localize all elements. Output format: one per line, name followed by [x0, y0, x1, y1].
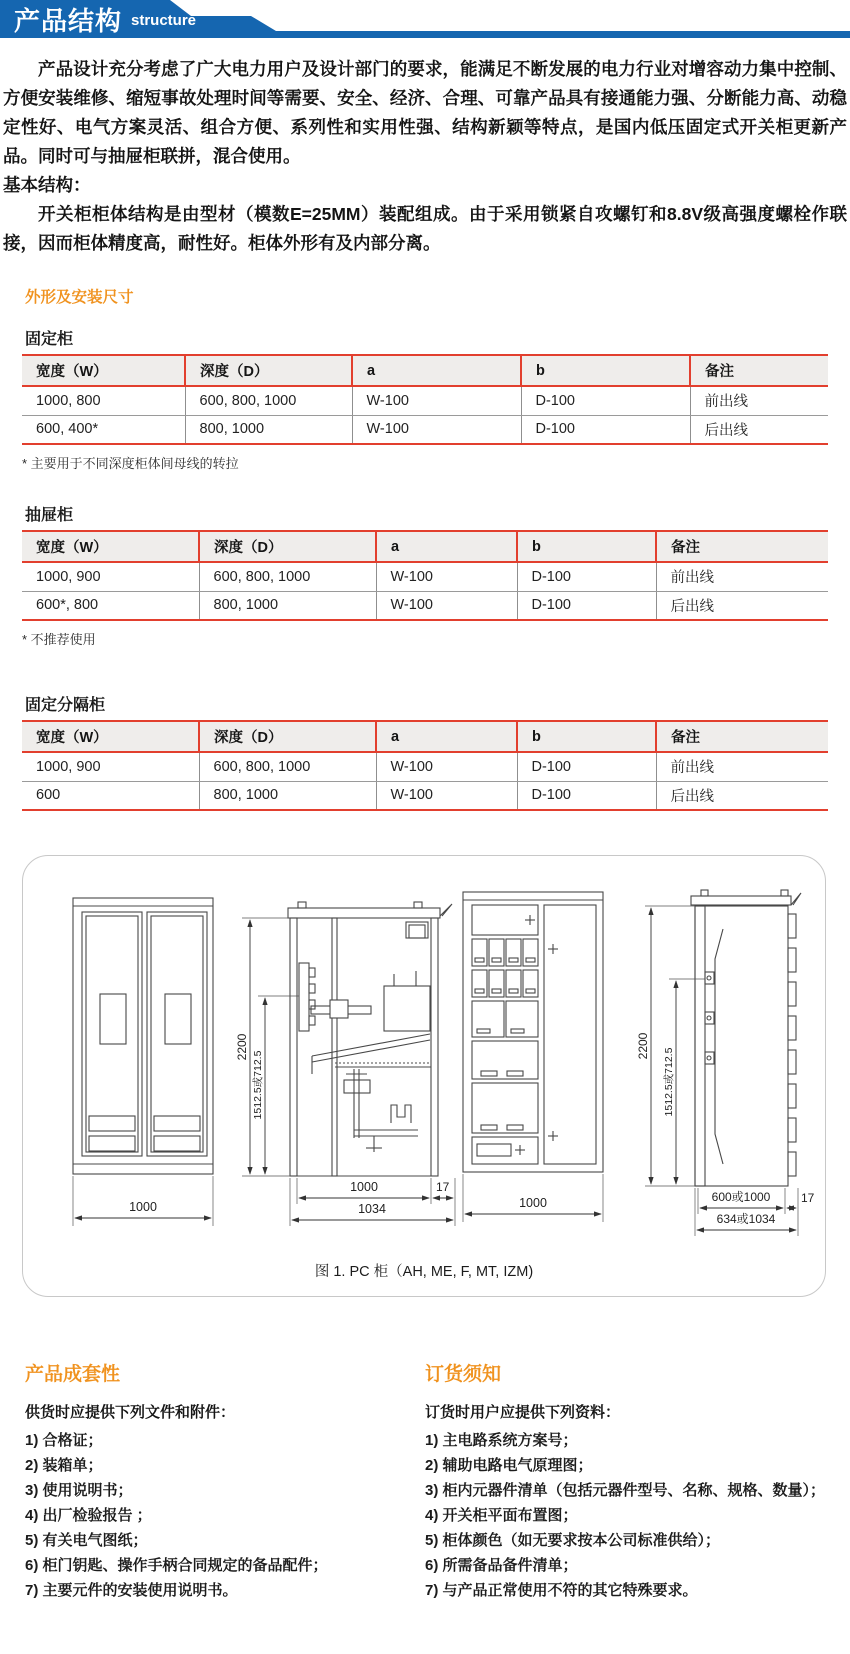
- table-cell: 800, 1000: [199, 781, 376, 810]
- table-cell: 1000, 900: [22, 562, 199, 591]
- column-header: 宽度（W）: [22, 721, 199, 752]
- list-item: 6) 柜门钥匙、操作手柄合同规定的备品配件；: [25, 1557, 328, 1574]
- dim-label: 1000: [129, 1200, 157, 1214]
- basic-structure-label: 基本结构：: [3, 175, 91, 195]
- table-cell: W-100: [352, 415, 521, 444]
- table-cell: 600*, 800: [22, 591, 199, 620]
- table-cell: W-100: [352, 386, 521, 415]
- table-cell: W-100: [376, 562, 517, 591]
- table-row: [22, 591, 828, 620]
- dim-label: 600或1000: [711, 1190, 771, 1204]
- table-row: [22, 752, 828, 781]
- completeness-title: 产品成套性: [25, 1364, 121, 1385]
- column-header: a: [376, 721, 517, 752]
- spec-table-drawer-cabinet: [22, 530, 828, 621]
- table-cell: 600, 400*: [22, 415, 185, 444]
- side-cutaway-drawing: [235, 902, 455, 1226]
- dim-label: 1512.5或712.5: [252, 1050, 264, 1120]
- table-row: [22, 562, 828, 591]
- table-cell: 800, 1000: [199, 591, 376, 620]
- dim-label: 1000: [519, 1196, 547, 1210]
- dim-label: 2200: [636, 1032, 650, 1060]
- dim-label: 1512.5或712.5: [663, 1047, 675, 1117]
- dimensions-section-title: 外形及安装尺寸: [25, 289, 134, 306]
- dim-label: 1034: [358, 1202, 386, 1216]
- column-header: 宽度（W）: [22, 355, 185, 386]
- table-header-row: [22, 355, 828, 386]
- table-footnote: * 主要用于不同深度柜体间母线的转拉: [22, 456, 239, 471]
- table-row: [22, 386, 828, 415]
- intro-paragraph-2: 开关柜柜体结构是由型材（模数E=25MM）装配组成。由于采用锁紧自攻螺钉和8.8V级高强度螺栓作联接，因而柜体精度高，耐性好。柜体外形有及内部分离。: [3, 204, 847, 253]
- list-item: 4) 出厂检验报告 ；: [25, 1507, 152, 1524]
- list-item: 4) 开关柜平面布置图；: [425, 1507, 578, 1524]
- figure-panel: [22, 855, 826, 1297]
- dim-label: 2200: [235, 1033, 249, 1061]
- figure-caption: 图 1. PC 柜（AH, ME, F, MT, IZM): [314, 1264, 534, 1280]
- column-header: a: [352, 355, 521, 386]
- dim-label: 1000: [350, 1180, 378, 1194]
- column-header: b: [521, 355, 690, 386]
- list-item: 3) 柜内元器件清单（包括元器件型号、名称、规格、数量）；: [425, 1482, 826, 1499]
- column-header: 深度（D）: [199, 721, 376, 752]
- table-cell: 800, 1000: [185, 415, 352, 444]
- table-cell: W-100: [376, 781, 517, 810]
- table-cell: D-100: [517, 591, 656, 620]
- table-cell: 前出线: [690, 386, 828, 415]
- table-title-fixed-cabinet: 固定柜: [25, 331, 74, 348]
- table-cell: D-100: [517, 781, 656, 810]
- column-header: 宽度（W）: [22, 531, 199, 562]
- bottom-sections: [25, 1359, 845, 1603]
- dim-label: 17: [436, 1180, 450, 1194]
- list-item: 6) 所需备品备件清单；: [425, 1557, 578, 1574]
- column-header: 备注: [690, 355, 828, 386]
- list-item: 3) 使用说明书；: [25, 1482, 133, 1499]
- ordering-intro: 订货时用户应提供下列资料：: [425, 1404, 621, 1421]
- table-cell: W-100: [376, 752, 517, 781]
- table-row: [22, 415, 828, 444]
- table-cell: 后出线: [656, 781, 828, 810]
- table-cell: 后出线: [690, 415, 828, 444]
- banner-shape: [0, 0, 850, 38]
- table-footnote: * 不推荐使用: [22, 632, 96, 647]
- list-item: 1) 合格证；: [25, 1432, 103, 1449]
- table-row: [22, 781, 828, 810]
- table-cell: 600, 800, 1000: [199, 752, 376, 781]
- dim-label: 634或1034: [716, 1212, 776, 1226]
- column-header: 深度（D）: [199, 531, 376, 562]
- table-cell: 600: [22, 781, 199, 810]
- ordering-list: [425, 1428, 845, 1603]
- table-cell: 600, 800, 1000: [185, 386, 352, 415]
- intro-section: [3, 55, 847, 258]
- table-cell: D-100: [521, 386, 690, 415]
- front-view-drawing: [73, 898, 213, 1226]
- intro-paragraph-1: 产品设计充分考虑了广大电力用户及设计部门的要求，能满足不断发展的电力行业对增容动力集中控制、方便安装维修、缩短事故处理时间等需要、安全、经济、合理、可靠产品具有接通能力强、分断能力高、动稳定性好、电气方案灵活、组合方便、系列性和实用性强、结构新颖等特点，是国内低压固定式开关柜更新产品。同时可与抽屉柜联拼，混合使用。: [3, 59, 847, 166]
- table-header-row: [22, 531, 828, 562]
- table-cell: D-100: [517, 562, 656, 591]
- list-item: 2) 辅助电路电气原理图；: [425, 1457, 593, 1474]
- cabinet-drawings: [23, 856, 827, 1256]
- spec-table-fixed-cabinet: [22, 354, 828, 445]
- list-item: 1) 主电路系统方案号；: [425, 1432, 578, 1449]
- column-header: a: [376, 531, 517, 562]
- table-cell: 前出线: [656, 562, 828, 591]
- column-header: 深度（D）: [185, 355, 352, 386]
- table-cell: 1000, 800: [22, 386, 185, 415]
- page-subtitle: structure: [131, 12, 197, 29]
- column-header: 备注: [656, 531, 828, 562]
- list-item: 7) 主要元件的安装使用说明书。: [25, 1582, 238, 1599]
- table-header-row: [22, 721, 828, 752]
- completeness-list: [25, 1428, 425, 1603]
- column-header: b: [517, 531, 656, 562]
- column-header: b: [517, 721, 656, 752]
- table-cell: 后出线: [656, 591, 828, 620]
- completeness-section: [25, 1359, 425, 1603]
- page-title: 产品结构: [14, 6, 123, 36]
- spec-table-fixed-partition-cabinet: [22, 720, 828, 811]
- page-banner: [0, 0, 850, 38]
- list-item: 5) 有关电气图纸；: [25, 1532, 148, 1549]
- table-cell: D-100: [521, 415, 690, 444]
- table-cell: 1000, 900: [22, 752, 199, 781]
- dim-label: 17: [801, 1191, 815, 1205]
- completeness-intro: 供货时应提供下列文件和附件：: [25, 1404, 236, 1421]
- ordering-title: 订货须知: [425, 1364, 502, 1385]
- side-view-drawing: [636, 890, 815, 1236]
- table-cell: 前出线: [656, 752, 828, 781]
- list-item: 5) 柜体颜色（如无要求按本公司标准供给）；: [425, 1532, 721, 1549]
- list-item: 7) 与产品正常使用不符的其它特殊要求。: [425, 1582, 698, 1599]
- ordering-section: [425, 1359, 845, 1603]
- table-title-drawer-cabinet: 抽屉柜: [25, 507, 74, 524]
- list-item: 2) 装箱单；: [25, 1457, 103, 1474]
- table-cell: 600, 800, 1000: [199, 562, 376, 591]
- table-cell: W-100: [376, 591, 517, 620]
- drawer-front-drawing: [463, 892, 603, 1222]
- table-title-fixed-partition-cabinet: 固定分隔柜: [25, 697, 106, 714]
- table-cell: D-100: [517, 752, 656, 781]
- column-header: 备注: [656, 721, 828, 752]
